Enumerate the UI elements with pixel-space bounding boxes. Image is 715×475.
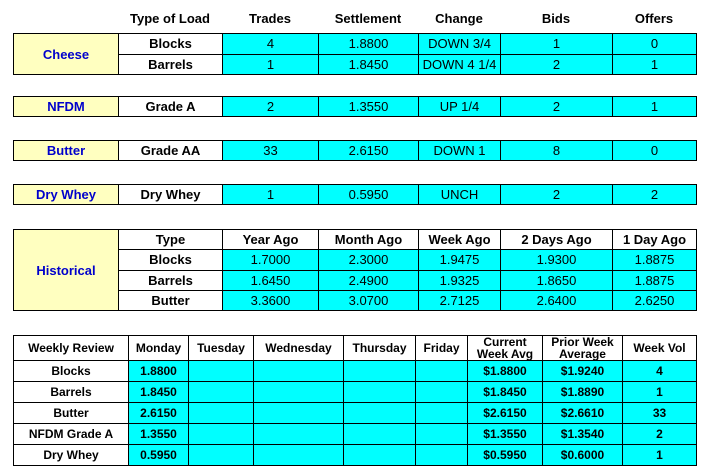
weekly-header: Prior Week Average bbox=[543, 336, 623, 361]
cheese-type: Barrels bbox=[119, 54, 223, 75]
historical-header: 1 Day Ago bbox=[613, 230, 697, 250]
historical-cell: 2.3000 bbox=[319, 250, 419, 270]
historical-header: Type bbox=[119, 230, 223, 250]
weekly-product: Barrels bbox=[14, 382, 129, 403]
cheese-change: DOWN 3/4 bbox=[419, 34, 501, 55]
weekly-cell bbox=[189, 445, 254, 466]
weekly-header: Wednesday bbox=[254, 336, 344, 361]
header-trades: Trades bbox=[249, 11, 291, 26]
weekly-cell bbox=[344, 361, 416, 382]
weekly-cell bbox=[254, 361, 344, 382]
historical-cell: 2.6250 bbox=[613, 290, 697, 310]
weekly-header: Current Week Avg bbox=[468, 336, 543, 361]
table-row bbox=[14, 424, 697, 445]
table-row bbox=[14, 97, 697, 117]
butter-label: Butter bbox=[14, 141, 119, 161]
historical-header: Week Ago bbox=[419, 230, 501, 250]
weekly-cell: $0.5950 bbox=[468, 445, 543, 466]
weekly-cell: 33 bbox=[623, 403, 697, 424]
butter-offers: 0 bbox=[613, 141, 697, 161]
historical-cell: 3.3600 bbox=[223, 290, 319, 310]
drywhey-offers: 2 bbox=[613, 185, 697, 205]
nfdm-change: UP 1/4 bbox=[419, 97, 501, 117]
weekly-cell bbox=[416, 403, 468, 424]
cheese-settlement: 1.8450 bbox=[319, 54, 419, 75]
weekly-cell bbox=[254, 382, 344, 403]
historical-cell: 1.9325 bbox=[419, 270, 501, 290]
weekly-header: Thursday bbox=[344, 336, 416, 361]
historical-cell: 2.7125 bbox=[419, 290, 501, 310]
weekly-review-table bbox=[13, 335, 697, 466]
weekly-header: Weekly Review bbox=[14, 336, 129, 361]
historical-cell: 1.8875 bbox=[613, 270, 697, 290]
table-row bbox=[14, 230, 697, 250]
weekly-cell bbox=[416, 382, 468, 403]
table-row bbox=[14, 382, 697, 403]
weekly-cell: $1.8890 bbox=[543, 382, 623, 403]
historical-cell: 1.9300 bbox=[501, 250, 613, 270]
historical-type: Barrels bbox=[119, 270, 223, 290]
weekly-cell bbox=[189, 424, 254, 445]
historical-cell: 3.0700 bbox=[319, 290, 419, 310]
weekly-cell bbox=[254, 403, 344, 424]
weekly-cell: 1 bbox=[623, 445, 697, 466]
weekly-cell bbox=[344, 382, 416, 403]
weekly-cell: 1.8800 bbox=[129, 361, 189, 382]
weekly-cell: $1.3550 bbox=[468, 424, 543, 445]
butter-change: DOWN 1 bbox=[419, 141, 501, 161]
historical-header: 2 Days Ago bbox=[501, 230, 613, 250]
cheese-bids: 2 bbox=[501, 54, 613, 75]
drywhey-settlement: 0.5950 bbox=[319, 185, 419, 205]
weekly-cell bbox=[344, 424, 416, 445]
weekly-cell: 1.8450 bbox=[129, 382, 189, 403]
butter-trades: 33 bbox=[223, 141, 319, 161]
cheese-table bbox=[13, 33, 697, 75]
weekly-header: Friday bbox=[416, 336, 468, 361]
historical-cell: 1.9475 bbox=[419, 250, 501, 270]
nfdm-label: NFDM bbox=[14, 97, 119, 117]
weekly-cell bbox=[416, 424, 468, 445]
weekly-cell: 1.3550 bbox=[129, 424, 189, 445]
cheese-label: Cheese bbox=[14, 34, 119, 75]
weekly-cell: 0.5950 bbox=[129, 445, 189, 466]
table-row bbox=[14, 185, 697, 205]
nfdm-trades: 2 bbox=[223, 97, 319, 117]
historical-cell: 2.4900 bbox=[319, 270, 419, 290]
cheese-offers: 0 bbox=[613, 34, 697, 55]
historical-table bbox=[13, 229, 697, 311]
cheese-settlement: 1.8800 bbox=[319, 34, 419, 55]
nfdm-bids: 2 bbox=[501, 97, 613, 117]
table-row bbox=[14, 34, 697, 55]
historical-cell: 1.8650 bbox=[501, 270, 613, 290]
cheese-trades: 1 bbox=[223, 54, 319, 75]
butter-bids: 8 bbox=[501, 141, 613, 161]
weekly-cell: 2.6150 bbox=[129, 403, 189, 424]
header-offers: Offers bbox=[634, 11, 674, 26]
header-type-of-load: Type of Load bbox=[130, 11, 210, 26]
weekly-cell: $0.6000 bbox=[543, 445, 623, 466]
butter-settlement: 2.6150 bbox=[319, 141, 419, 161]
historical-label: Historical bbox=[14, 230, 119, 311]
weekly-product: Dry Whey bbox=[14, 445, 129, 466]
weekly-cell: 4 bbox=[623, 361, 697, 382]
drywhey-table bbox=[13, 184, 697, 205]
table-row bbox=[14, 403, 697, 424]
weekly-cell bbox=[344, 403, 416, 424]
weekly-product: Blocks bbox=[14, 361, 129, 382]
historical-type: Butter bbox=[119, 290, 223, 310]
weekly-header: Tuesday bbox=[189, 336, 254, 361]
table-row bbox=[14, 445, 697, 466]
table-row bbox=[14, 141, 697, 161]
drywhey-type: Dry Whey bbox=[119, 185, 223, 205]
nfdm-settlement: 1.3550 bbox=[319, 97, 419, 117]
cheese-change: DOWN 4 1/4 bbox=[419, 54, 501, 75]
weekly-product: Butter bbox=[14, 403, 129, 424]
weekly-cell bbox=[416, 445, 468, 466]
weekly-cell: 2 bbox=[623, 424, 697, 445]
weekly-header: Week Vol bbox=[623, 336, 697, 361]
weekly-cell bbox=[344, 445, 416, 466]
weekly-cell: 1 bbox=[623, 382, 697, 403]
cheese-type: Blocks bbox=[119, 34, 223, 55]
weekly-product: NFDM Grade A bbox=[14, 424, 129, 445]
drywhey-trades: 1 bbox=[223, 185, 319, 205]
butter-table bbox=[13, 140, 697, 161]
table-row bbox=[14, 361, 697, 382]
drywhey-label: Dry Whey bbox=[14, 185, 119, 205]
weekly-cell: $1.8800 bbox=[468, 361, 543, 382]
historical-cell: 1.6450 bbox=[223, 270, 319, 290]
table-row bbox=[14, 336, 697, 361]
weekly-cell bbox=[254, 445, 344, 466]
weekly-cell: $2.6610 bbox=[543, 403, 623, 424]
nfdm-type: Grade A bbox=[119, 97, 223, 117]
nfdm-offers: 1 bbox=[613, 97, 697, 117]
weekly-cell: $1.8450 bbox=[468, 382, 543, 403]
historical-header: Month Ago bbox=[319, 230, 419, 250]
historical-cell: 1.8875 bbox=[613, 250, 697, 270]
cheese-trades: 4 bbox=[223, 34, 319, 55]
historical-header: Year Ago bbox=[223, 230, 319, 250]
weekly-cell bbox=[416, 361, 468, 382]
historical-cell: 2.6400 bbox=[501, 290, 613, 310]
cheese-offers: 1 bbox=[613, 54, 697, 75]
header-change: Change bbox=[435, 11, 483, 26]
nfdm-table bbox=[13, 96, 697, 117]
header-settlement: Settlement bbox=[334, 11, 402, 26]
cheese-bids: 1 bbox=[501, 34, 613, 55]
weekly-cell bbox=[189, 361, 254, 382]
historical-cell: 1.7000 bbox=[223, 250, 319, 270]
butter-type: Grade AA bbox=[119, 141, 223, 161]
drywhey-bids: 2 bbox=[501, 185, 613, 205]
weekly-cell bbox=[189, 382, 254, 403]
drywhey-change: UNCH bbox=[419, 185, 501, 205]
weekly-cell: $1.9240 bbox=[543, 361, 623, 382]
weekly-cell: $1.3540 bbox=[543, 424, 623, 445]
historical-type: Blocks bbox=[119, 250, 223, 270]
weekly-cell: $2.6150 bbox=[468, 403, 543, 424]
weekly-header: Monday bbox=[129, 336, 189, 361]
weekly-cell bbox=[189, 403, 254, 424]
header-bids: Bids bbox=[541, 11, 571, 26]
weekly-cell bbox=[254, 424, 344, 445]
